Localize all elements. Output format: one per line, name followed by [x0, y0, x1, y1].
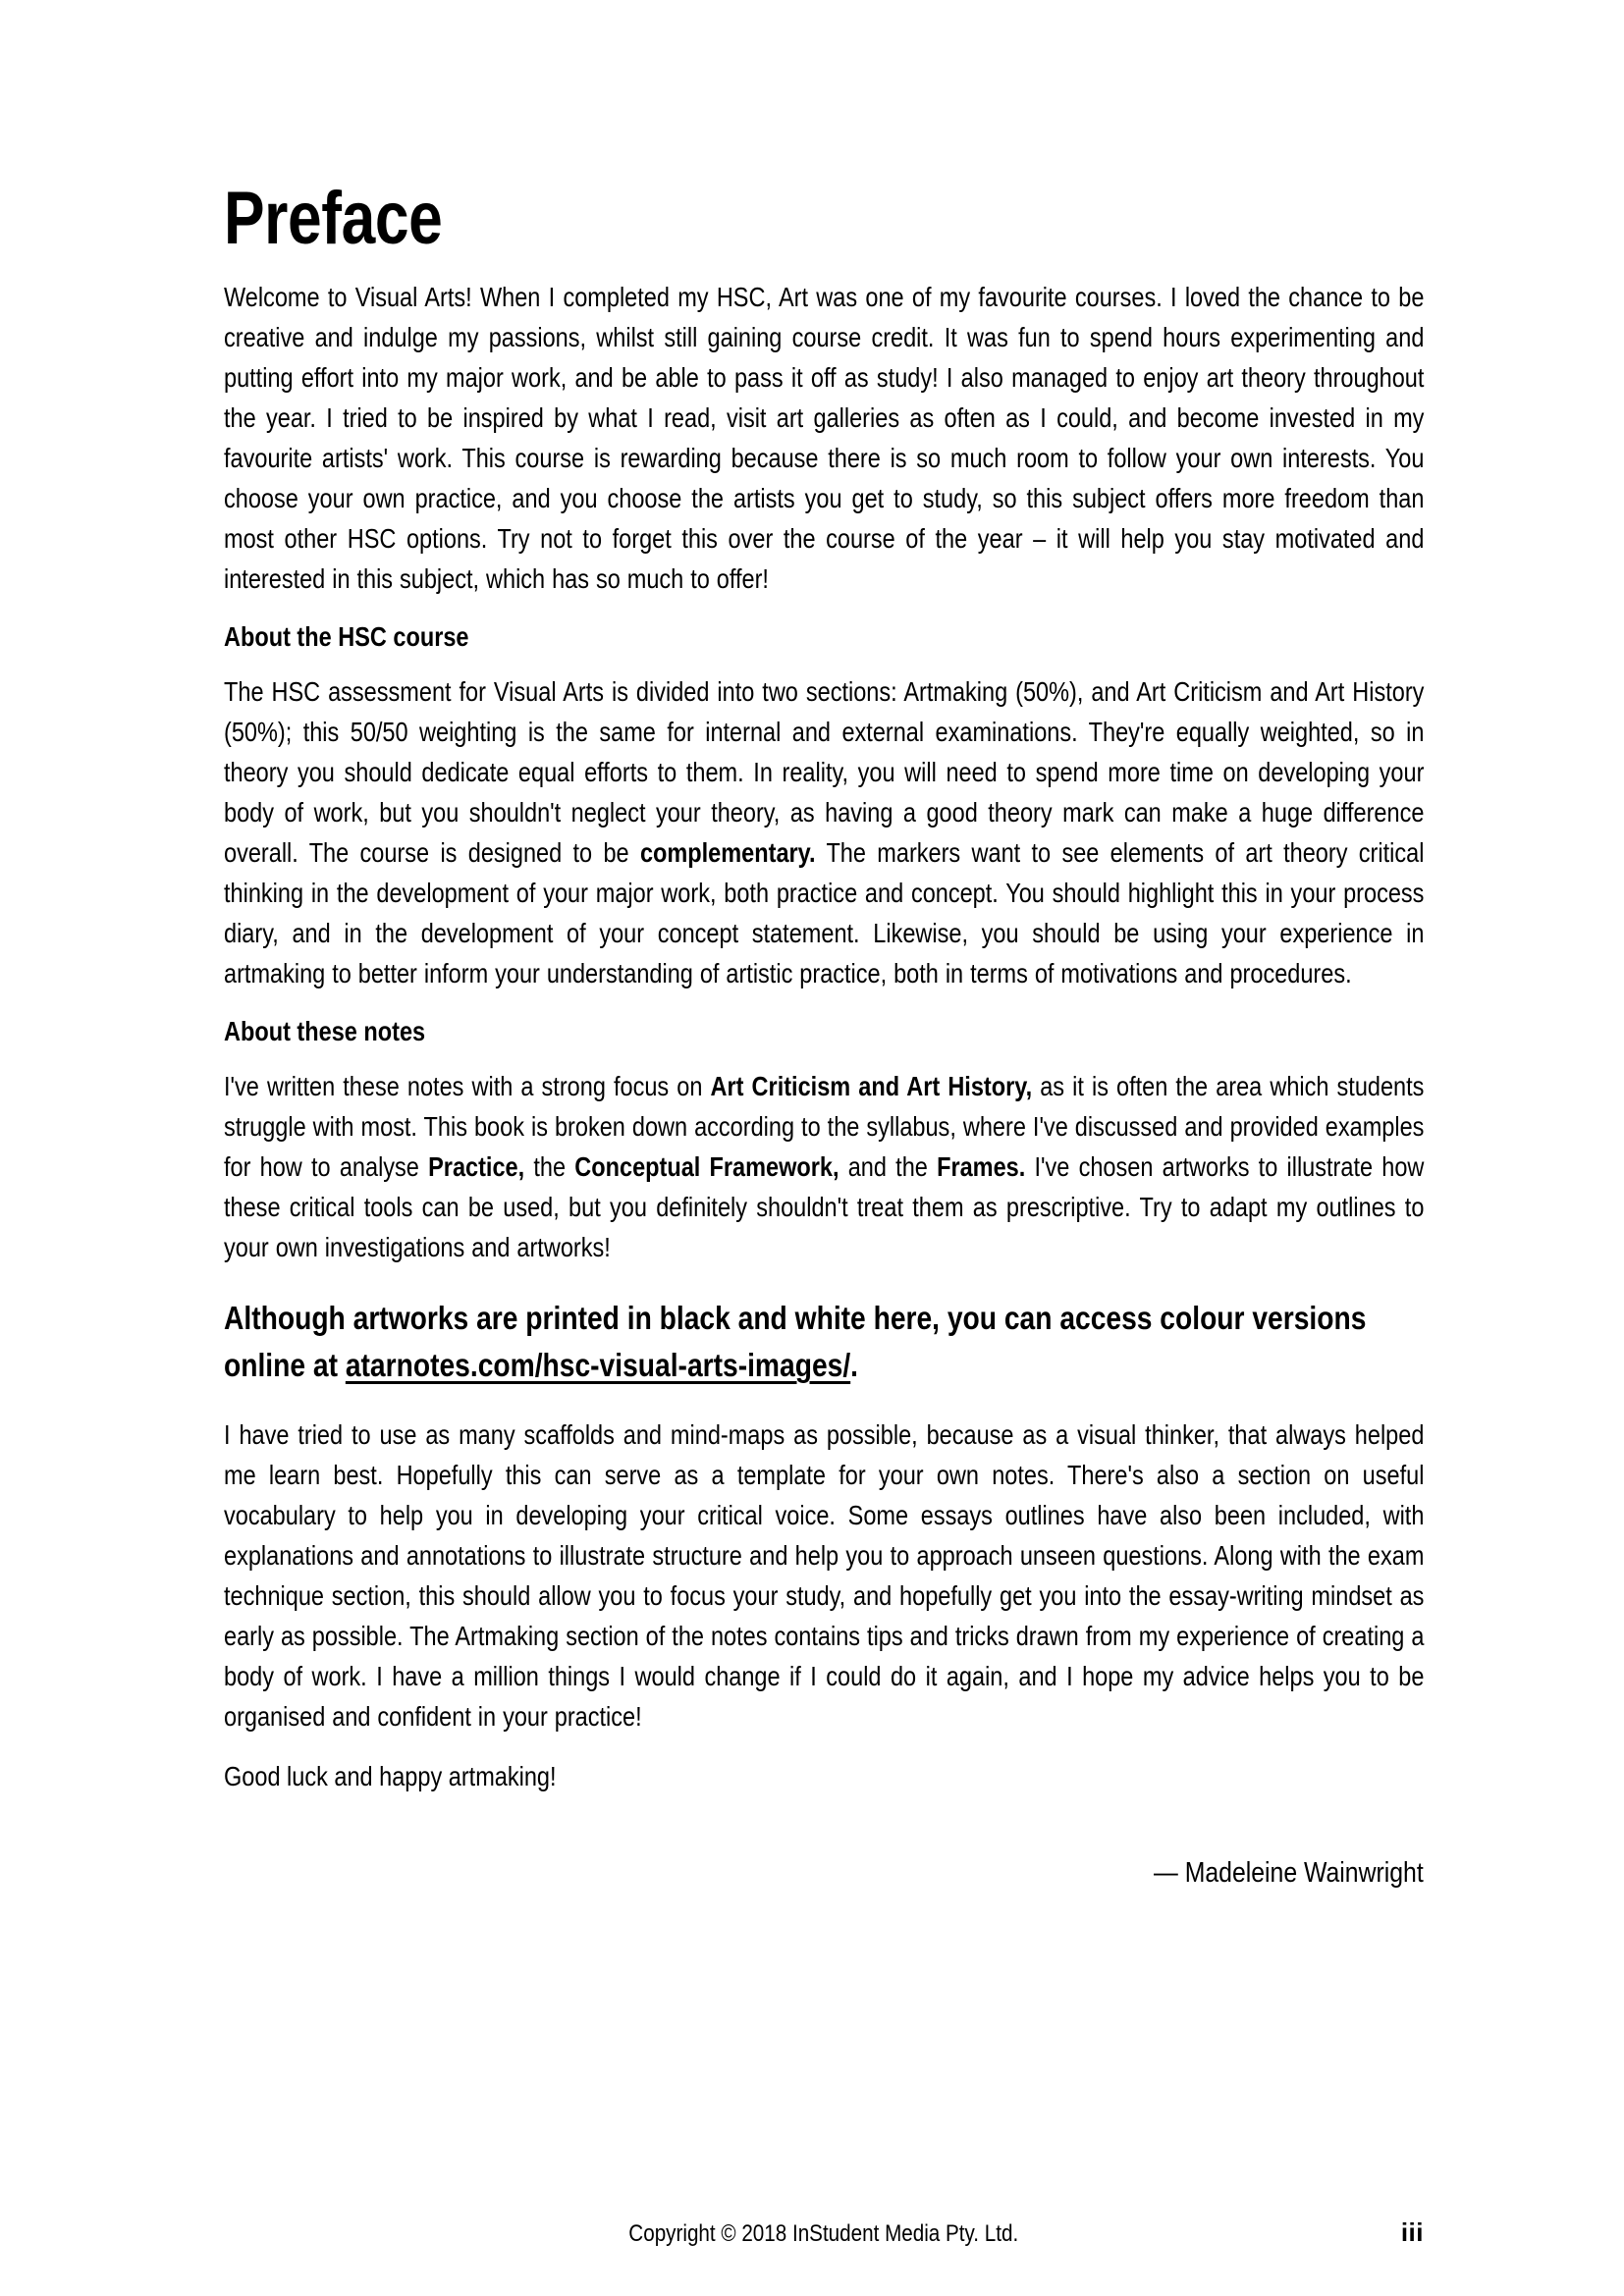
- closing-paragraph: I have tried to use as many scaffolds and mind-maps as possible, because as a visual thinker, that always helped me learn best. Hopefully this can serve as a template for your own notes. There's also a section on useful vocabulary to help you in developing your critical voice. Some essays outlines have also been included, with explanations and annotations to illustrate structure and help you to approach unseen questions. Along with the exam technique section, this should allow you to focus your study, and hopefully get you into the essay-writing mindset as early as possible. The Artmaking section of the notes contains tips and tricks drawn from my experience of creating a body of work. I have a million things I would change if I could do it again, and I hope my advice helps you to be organised and confident in your practice!: [224, 1419, 1425, 1733]
- notes-text-3: the: [524, 1151, 575, 1183]
- notes-bold-conceptual-framework: Conceptual Framework,: [574, 1151, 839, 1183]
- callout-text-1: Although artworks are printed in black and white here, you can access colour versions online at: [224, 1300, 1367, 1384]
- author-signature: — Madeleine Wainwright: [1154, 1857, 1424, 1890]
- page-footer: [224, 2217, 1424, 2248]
- hsc-course-text-1: The HSC assessment for Visual Arts is divided into two sections: Artmaking (50%), and Art Criticism and Art History (50%); this 50/50 weighting is the same for internal and external examinations. They're equally weighted, so in theory you should dedicate equal efforts to them. In reality, you will need to spend more time on developing your body of work, but you shouldn't neglect your theory, as having a good theory mark can make a huge difference overall. The course is designed to be: [224, 676, 1425, 869]
- page-content: [224, 177, 1425, 1894]
- good-luck-paragraph: Good luck and happy artmaking!: [224, 1761, 557, 1792]
- notes-text-2: as it is often the area which students struggle with most. This book is broken down according to the syllabus, where I've discussed and provided examples for how to analyse: [224, 1071, 1425, 1183]
- notes-bold-frames: Frames.: [937, 1151, 1026, 1183]
- notes-text-1: I've written these notes with a strong focus on: [224, 1071, 711, 1102]
- hsc-course-text-2: The markers want to see elements of art theory critical thinking in the development of your major work, both practice and concept. You should highlight this in your process diary, and in the development of your concept statement. Likewise, you should be using your experience in artmaking to better inform your understanding of artistic practice, both in terms of motivations and procedures.: [224, 837, 1425, 989]
- colour-versions-callout: [224, 1295, 1424, 1389]
- page-title: Preface: [224, 177, 443, 260]
- notes-bold-practice: Practice,: [428, 1151, 525, 1183]
- notes-text-4: and the: [839, 1151, 938, 1183]
- footer-page-number: iii: [1400, 2217, 1424, 2247]
- atarnotes-images-link[interactable]: atarnotes.com/hsc-visual-arts-images/: [345, 1347, 851, 1384]
- footer-copyright: Copyright © 2018 InStudent Media Pty. Ltd.: [628, 2220, 1019, 2247]
- callout-text-2: .: [850, 1347, 859, 1384]
- section-heading-about-hsc-course: About the HSC course: [224, 621, 469, 653]
- notes-bold-art-criticism: Art Criticism and Art History,: [710, 1071, 1033, 1102]
- intro-paragraph: Welcome to Visual Arts! When I completed my HSC, Art was one of my favourite courses. I loved the chance to be creative and indulge my passions, whilst still gaining course credit. It was fun to spend hours experimenting and putting effort into my major work, and be able to pass it off as study! I also managed to enjoy art theory throughout the year. I tried to be inspired by what I read, visit art galleries as often as I could, and become invested in my favourite artists' work. This course is rewarding because there is so much room to follow your own interests. You choose your own practice, and you choose the artists you get to study, so this subject offers more freedom than most other HSC options. Try not to forget this over the course of the year – it will help you stay motivated and interested in this subject, which has so much to offer!: [224, 282, 1425, 595]
- hsc-course-paragraph: [224, 671, 1424, 993]
- hsc-course-bold-complementary: complementary.: [639, 837, 816, 869]
- notes-text-5: I've chosen artworks to illustrate how these critical tools can be used, but you definitely shouldn't treat them as prescriptive. Try to adapt my outlines to your own investigations and artworks!: [224, 1151, 1425, 1263]
- about-notes-paragraph: [224, 1066, 1424, 1267]
- section-heading-about-these-notes: About these notes: [224, 1016, 426, 1047]
